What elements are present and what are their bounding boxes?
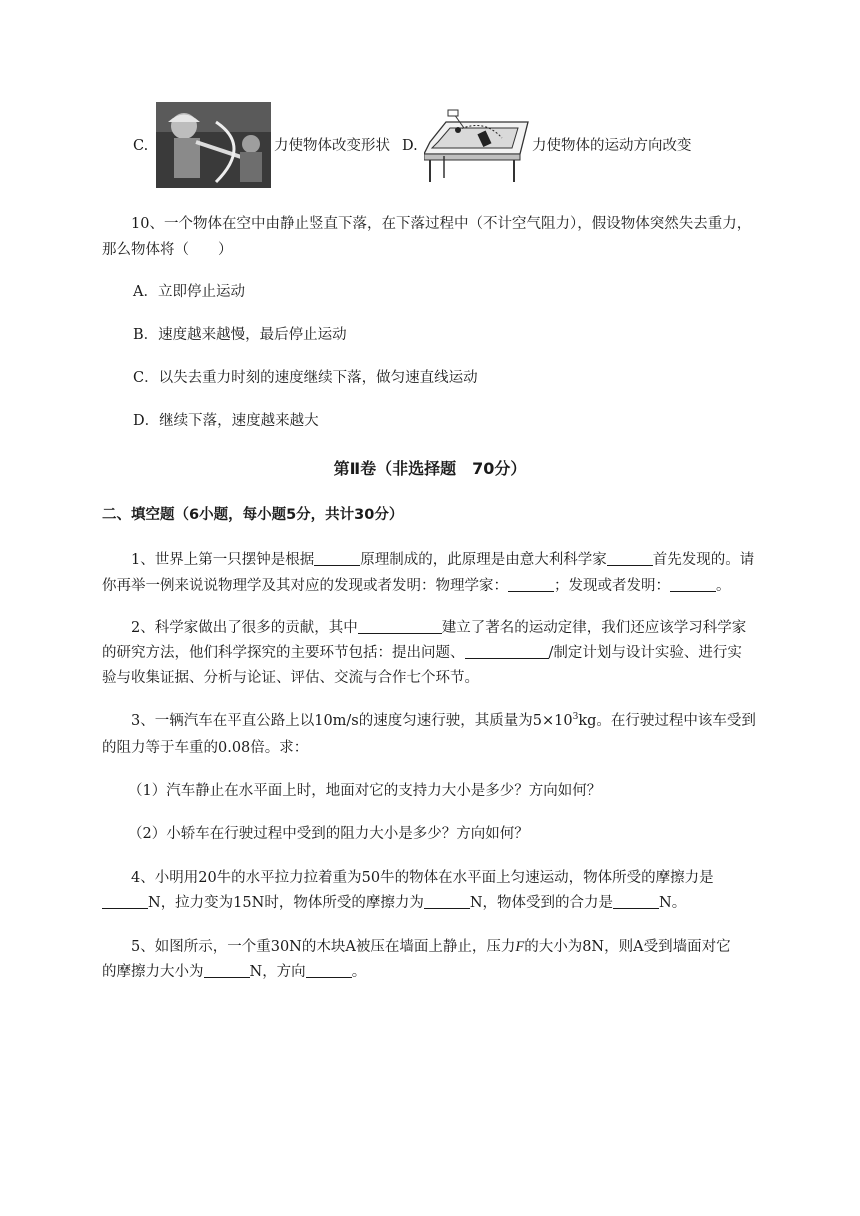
answer-blank[interactable]: [465, 643, 549, 659]
fill-q5-line2: [102, 962, 808, 982]
answer-blank[interactable]: [306, 962, 352, 978]
fill-q3-sub1: （1）汽车静止在水平面上时，地面对它的支持力大小是多少？方向如何？: [128, 783, 602, 799]
fill-q3-sub2: （2）小轿车在行驶过程中受到的阻力大小是多少？方向如何？: [128, 826, 529, 842]
section2-heading: 二、填空题（6小题，每小题5分，共计30分）: [102, 507, 404, 523]
answer-blank[interactable]: [508, 576, 554, 592]
fill-q4-text-b: N，拉力变为15N时，物体所受的摩擦力为: [148, 895, 424, 911]
fill-q2-line3: 验与收集证据、分析与论证、评估、交流与合作七个环节。: [102, 670, 479, 686]
mass-value: [533, 713, 597, 729]
fill-q5-text-d: N，方向: [249, 964, 306, 980]
force-symbol: F: [515, 939, 525, 955]
fill-q1-text-d: 你再举一例来说说物理学及其对应的发现或者发明：物理学家：: [102, 578, 508, 594]
q10-option-c: C．以失去重力时刻的速度继续下落，做匀速直线运动: [133, 370, 478, 386]
answer-blank[interactable]: [607, 550, 653, 566]
fill-q1-text-a: 1、世界上第一只摆钟是根据: [131, 552, 315, 568]
q10-option-a: A．立即停止运动: [133, 284, 245, 300]
fill-q1-line1: [131, 550, 808, 570]
answer-blank[interactable]: [424, 893, 470, 909]
fill-q5-text-a: 5、如图所示，一个重30N的木块A被压在墙面上静止，压力: [131, 939, 516, 955]
fill-q4-line1: 4、小明用20牛的水平拉力拉着重为50牛的物体在水平面上匀速运动，物体所受的摩擦力是: [131, 870, 714, 886]
q9-option-c-label: C.: [133, 138, 149, 154]
q9-option-c-text: 力使物体改变形状: [274, 138, 390, 154]
answer-blank[interactable]: [204, 962, 250, 978]
mass-unit: kg: [578, 713, 597, 729]
fill-q3-text-b: 。在行驶过程中该车受到: [596, 713, 756, 729]
mass-exponent: 3: [572, 712, 579, 722]
q9-option-d-label: D.: [402, 138, 418, 154]
ball-table-illustration: [424, 108, 530, 184]
fill-q2-text-c: 的研究方法，他们科学探究的主要环节包括：提出问题、: [102, 645, 465, 661]
fill-q3-line1: [131, 711, 808, 731]
q9-option-d-text: 力使物体的运动方向改变: [532, 138, 692, 154]
fill-q1-text-c: 首先发现的。请: [652, 552, 755, 568]
fill-q4-text-d: N。: [659, 895, 687, 911]
fill-q5-text-e: 。: [351, 964, 367, 980]
fill-q2-text-a: 2、科学家做出了很多的贡献，其中: [131, 620, 358, 636]
fill-q2-line2: [102, 643, 808, 663]
fill-q1-text-e: ；发现或者发明：: [554, 578, 670, 594]
q10-option-d: D．继续下落，速度越来越大: [133, 413, 319, 429]
fill-q1-text-f: 。: [716, 578, 731, 594]
fill-q5-line1: [131, 937, 808, 957]
fill-q3-line2: 的阻力等于车重的0.08倍。求：: [102, 740, 309, 756]
fill-q5-text-b: 的大小为8N，则A受到墙面对它: [524, 939, 731, 955]
q10-stem-line2: 那么物体将（ ）: [102, 242, 233, 258]
answer-blank[interactable]: [314, 550, 360, 566]
fill-q1-line2: [102, 576, 808, 596]
fill-q2-text-d: /制定计划与设计实验、进行实: [548, 645, 742, 661]
q10-stem-line1: 10、一个物体在空中由静止竖直下落，在下落过程中（不计空气阻力），假设物体突然失去重力，: [131, 216, 752, 232]
archery-photo: [156, 102, 271, 188]
fill-q1-text-b: 原理制成的，此原理是由意大利科学家: [360, 552, 607, 568]
fill-q3-text-a: 3、一辆汽车在平直公路上以10m/s的速度匀速行驶，其质量为: [131, 713, 533, 729]
q10-option-b: B．速度越来越慢，最后停止运动: [133, 327, 347, 343]
fill-q5-text-c: 的摩擦力大小为: [102, 964, 204, 980]
answer-blank[interactable]: [613, 893, 659, 909]
fill-q4-line2: [102, 893, 808, 913]
answer-blank[interactable]: [670, 576, 716, 592]
fill-q4-text-c: N，物体受到的合力是: [469, 895, 614, 911]
fill-q2-line1: [131, 618, 808, 638]
answer-blank[interactable]: [358, 618, 442, 634]
mass-base: 5×10: [532, 713, 573, 729]
part2-title: 第Ⅱ卷（非选择题 70分）: [333, 459, 527, 478]
answer-blank[interactable]: [102, 893, 148, 909]
fill-q2-text-b: 建立了著名的运动定律，我们还应该学习科学家: [441, 620, 747, 636]
